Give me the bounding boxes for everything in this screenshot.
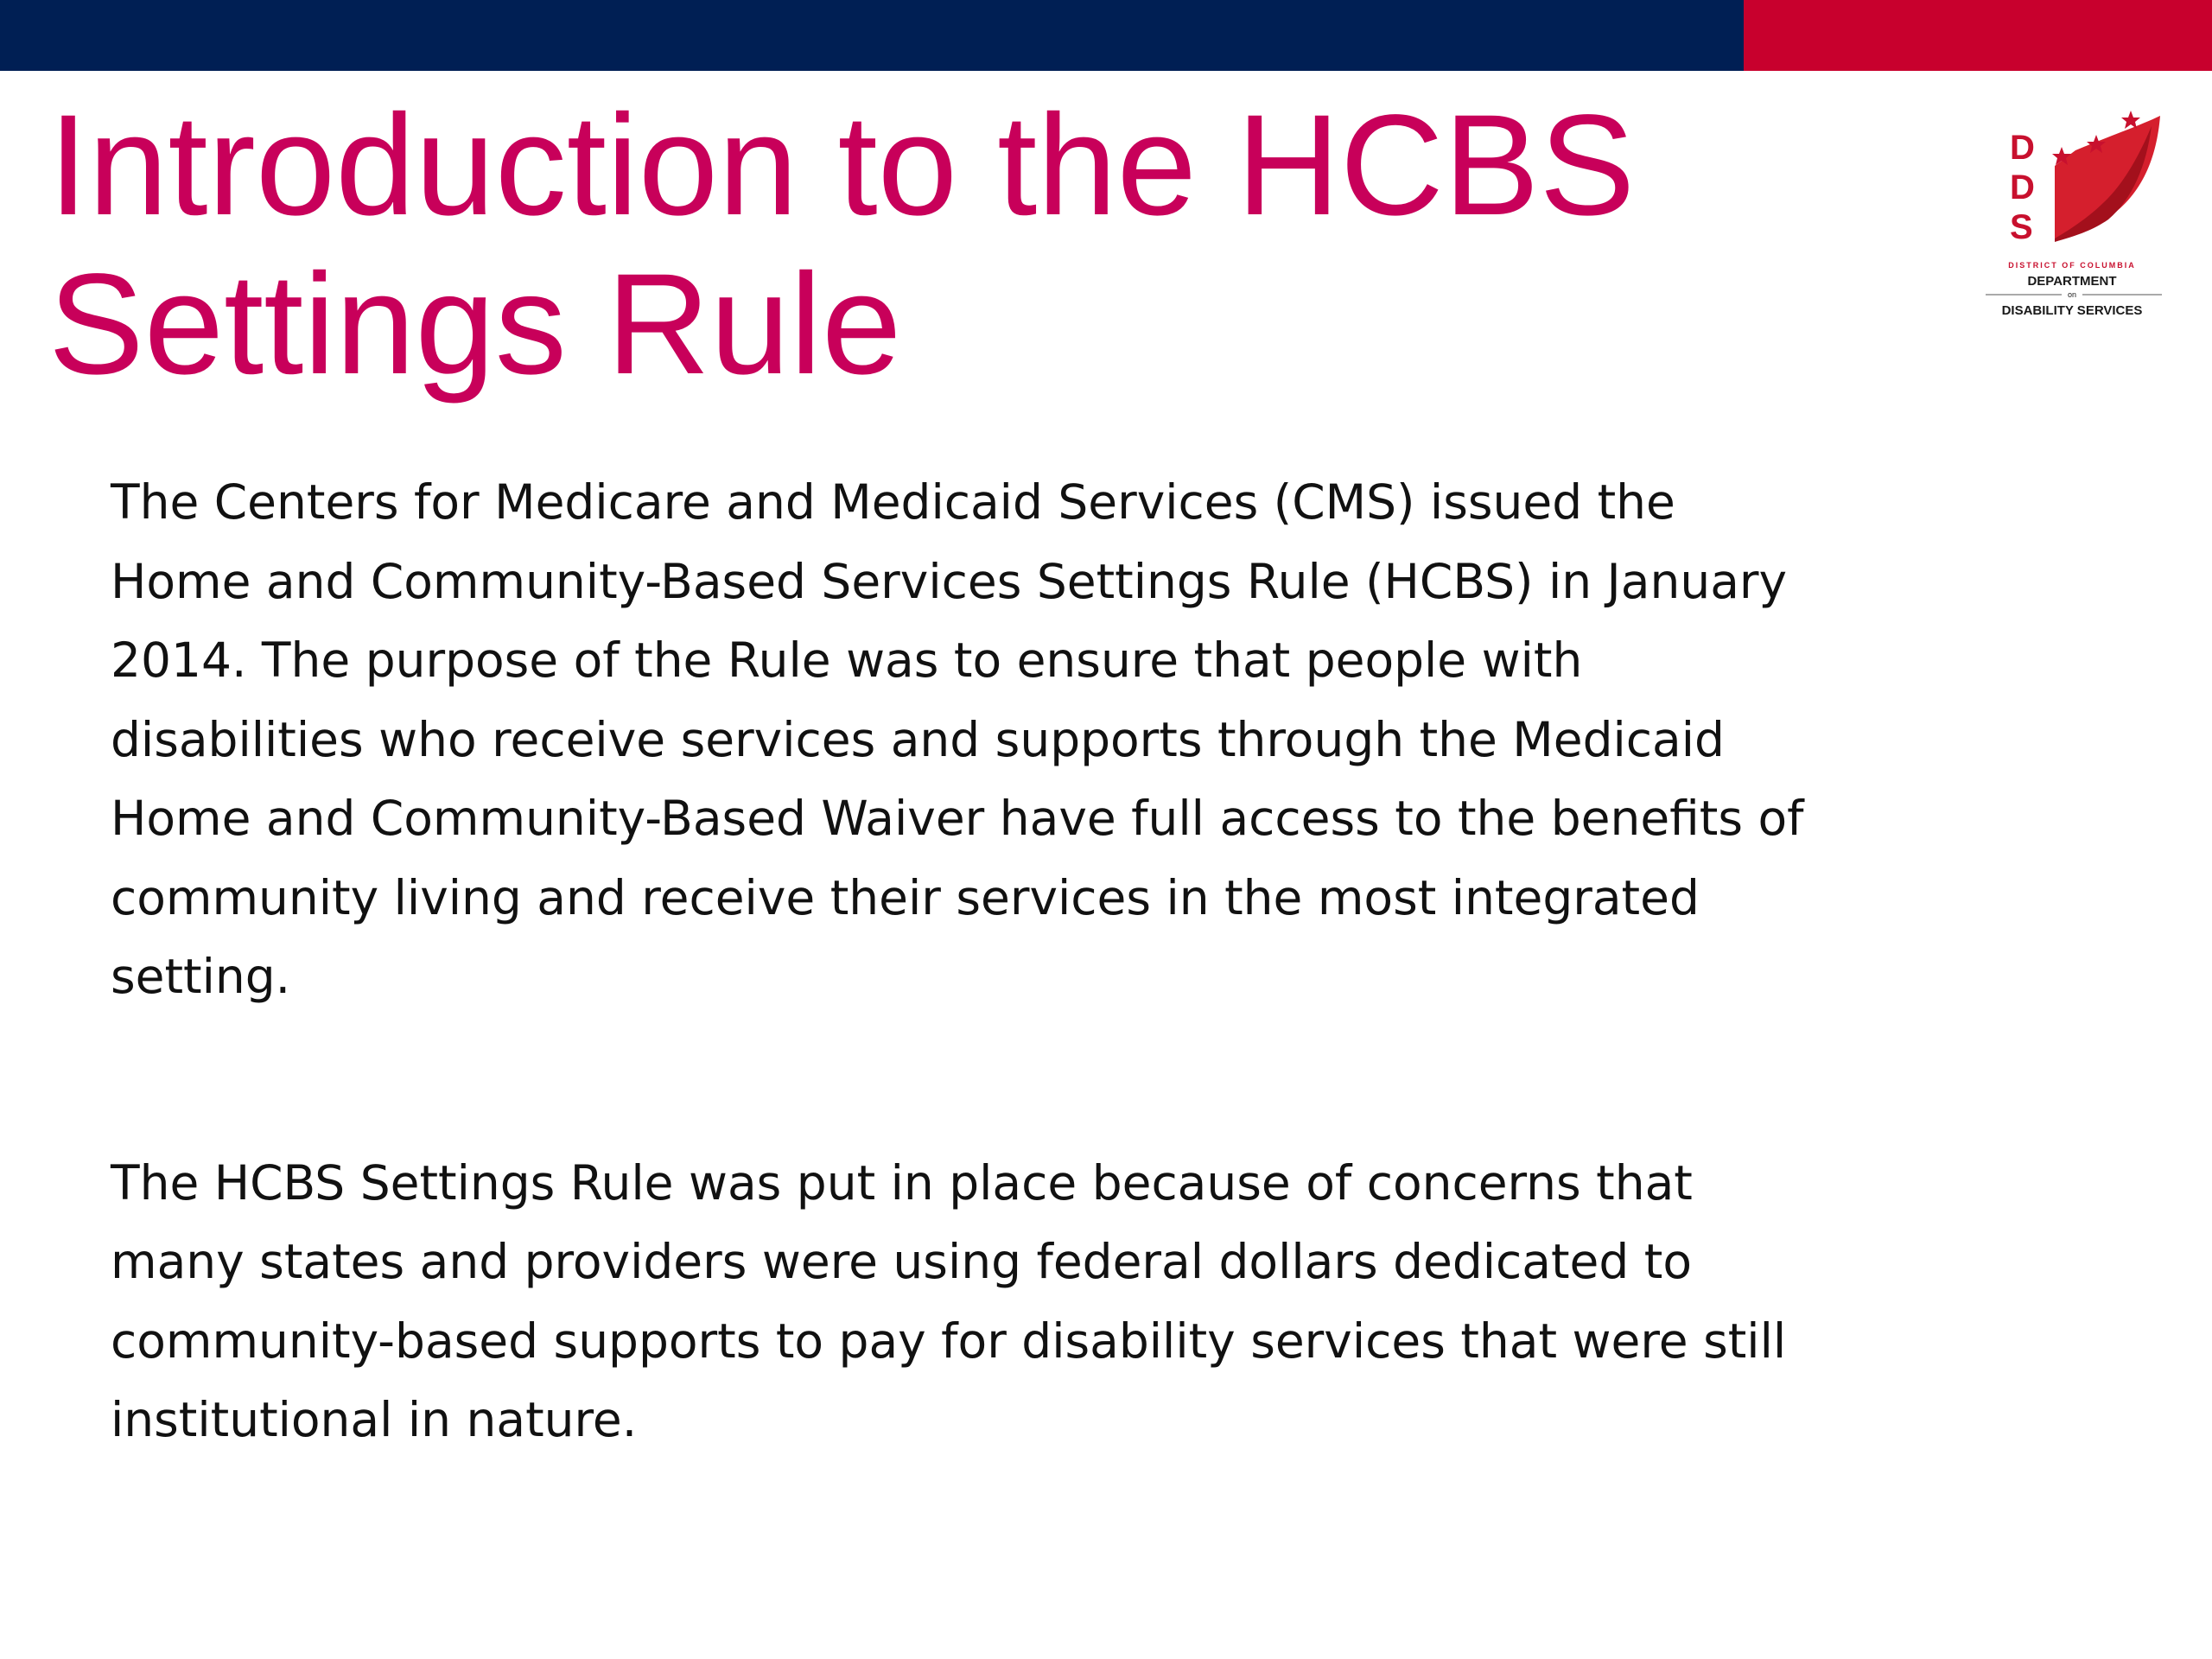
slide-title-line-2: Settings Rule (48, 245, 902, 404)
logo-letter-s: S (2010, 208, 2033, 246)
header-bar (0, 0, 2212, 71)
paragraph-2-line: institutional in nature. (111, 1392, 638, 1447)
paragraph-1 (111, 463, 1942, 1017)
logo-letter-d1: D (2010, 129, 2035, 167)
logo-line-on: on (2067, 290, 2077, 299)
paragraph-1-line: 2014. The purpose of the Rule was to ensure that people with (111, 632, 1583, 688)
paragraph-2-line: The HCBS Settings Rule was put in place because of concerns that (111, 1154, 1693, 1211)
paragraph-1-line: Home and Community-Based Services Settings Rule (HCBS) in January (111, 553, 1788, 609)
logo-line-disability-services: DISABILITY SERVICES (2001, 303, 2143, 318)
paragraph-1-line: disabilities who receive services and supports through the Medicaid (111, 711, 1725, 767)
logo-letter-d2: D (2010, 168, 2035, 207)
slide-body (111, 463, 1942, 1460)
paragraph-1-line: Home and Community-Based Waiver have full access to the benefits of (111, 791, 1804, 846)
logo-line-district: DISTRICT OF COLUMBIA (2008, 261, 2136, 270)
paragraph-2 (111, 1144, 1942, 1460)
header-bar-navy (0, 0, 1744, 71)
slide-title-line-1: Introduction to the HCBS (48, 86, 1636, 245)
paragraph-1-line: setting. (111, 949, 291, 1004)
paragraph-1-line: The Centers for Medicare and Medicaid Services (CMS) issued the (111, 474, 1675, 530)
paragraph-2-line: many states and providers were using federal dollars dedicated to (111, 1234, 1692, 1289)
slide-title (48, 86, 1863, 404)
paragraph-2-line: community-based supports to pay for disability services that were still (111, 1313, 1787, 1369)
header-bar-red (1744, 0, 2212, 71)
logo-line-department: DEPARTMENT (2027, 274, 2117, 289)
dds-logo-icon (1979, 97, 2169, 330)
paragraph-1-line: community living and receive their services in the most integrated (111, 869, 1700, 925)
